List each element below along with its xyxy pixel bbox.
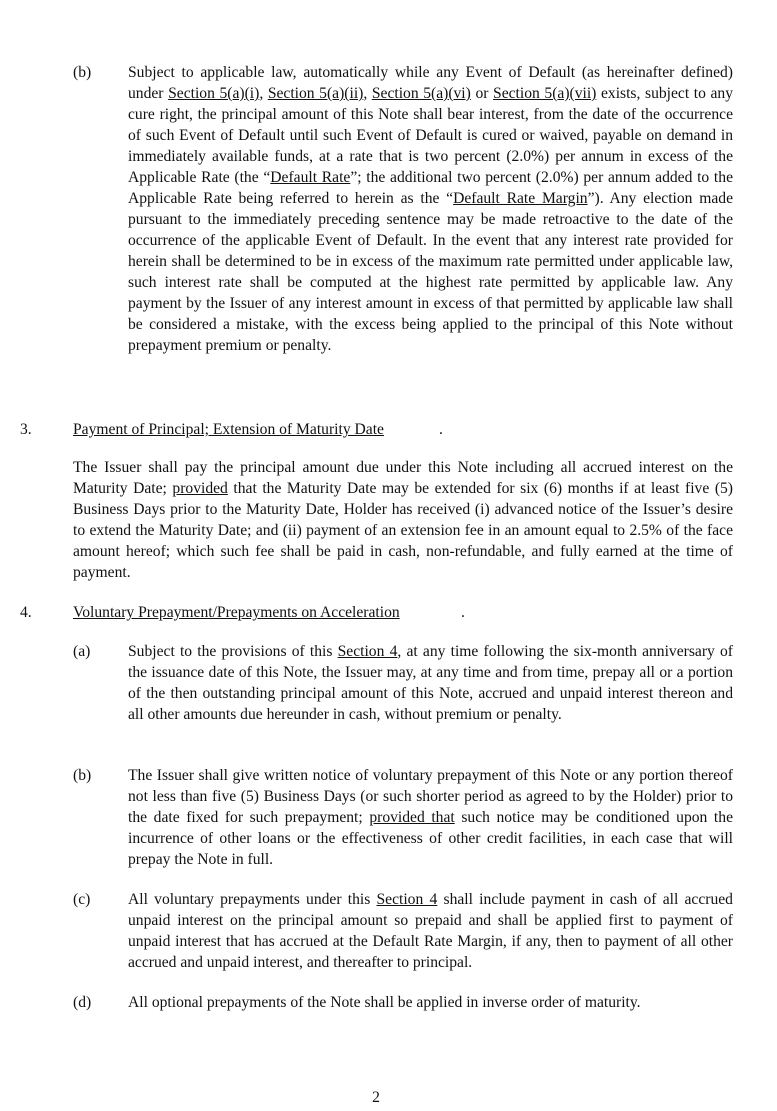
page-number: 2: [372, 1089, 380, 1106]
section-reference: Section 5(a)(ii): [267, 85, 364, 102]
subsection-text: Subject to applicable law, automatically while any Event of Default (as hereinafter defined) under Section 5(a)(i), Section 5(a)(ii), Section 5(a)(vi) or Section 5(a)(vii) exists, subject to any cure right, the principal amount of this Note shall bear interest, from the date of the occurrence of such Event of Default until such Event of Default is cured or waived, payable on demand in immediately available funds, at a rate that is two percent (2.0%) per annum in excess of the Applicable Rate (the “Default Rate”; the additional two percent (2.0%) per annum added to the Applicable Rate being referred to herein as the “Default Rate Margin”). Any election made pursuant to the immediately preceding sentence may be made retroactive to the date of the occurrence of the applicable Event of Default. In the event that any interest rate provided for herein shall be determined to be in excess of the maximum rate permitted under applicable law, such interest rate shall be computed at the highest rate permitted by applicable law. Any payment by the Issuer of any interest amount in excess of that permitted by applicable law shall be considered a mistake, with the excess being applied to the principal of this Note without prepayment premium or penalty.: [128, 64, 734, 354]
subsection-text: All voluntary prepayments under this Section 4 shall include payment in cash of all accrued unpaid interest on the principal amount so prepaid and shall be applied first to payment of unpaid interest that has accrued at the Default Rate Margin, if any, then to payment of all other accrued and unpaid interest, and thereafter to principal.: [128, 891, 733, 971]
defined-term: Default Rate: [270, 169, 351, 186]
defined-term: provided: [172, 480, 228, 497]
section-3-body: The Issuer shall pay the principal amount due under this Note including all accrued interest on the Maturity Date; provided that the Maturity Date may be extended for six (6) months if at least five (5) Business Days prior to the Maturity Date, Holder has received (i) advanced notice of the Issuer’s desire to extend the Maturity Date; and (ii) payment of an extension fee in an amount equal to 2.5% of the face amount hereof; which such fee shall be paid in cash, non-refundable, and fully earned at the time of payment.: [73, 459, 733, 581]
subsection-label: (b): [73, 767, 92, 784]
section-heading: Payment of Principal; Extension of Maturity Date: [73, 421, 384, 438]
subsection-text: Subject to the provisions of this Section 4, at any time following the six-month anniversary of the issuance date of this Note, the Issuer may, at any time and from time, prepay all or a portion of the then outstanding principal amount of this Note, accrued and unpaid interest thereon and all other amounts due hereunder in cash, without premium or penalty.: [128, 643, 733, 723]
subsection-text: The Issuer shall give written notice of voluntary prepayment of this Note or any portion thereof not less than five (5) Business Days (or such shorter period as agreed to by the Holder) prior to the date fixed for such prepayment; provided that such notice may be conditioned upon the incurrence of other loans or the effectiveness of other credit facilities, in each case that will prepay the Note in full.: [128, 767, 733, 868]
section-heading: Voluntary Prepayment/Prepayments on Acceleration: [73, 604, 400, 621]
subsection-label: (d): [73, 994, 92, 1011]
subsection-label: (a): [73, 643, 91, 660]
subsection-text: All optional prepayments of the Note shall be applied in inverse order of maturity.: [128, 994, 641, 1011]
section-number: 4.: [20, 604, 32, 621]
section-number: 3.: [20, 421, 32, 438]
subsection-label: (c): [73, 891, 91, 908]
section-reference: Section 5(a)(i): [168, 85, 260, 102]
subsection-label: (b): [73, 64, 92, 81]
section-reference: Section 5(a)(vii): [493, 85, 597, 102]
heading-period: .: [439, 421, 443, 438]
heading-period: .: [461, 604, 465, 621]
defined-term: Default Rate Margin: [453, 190, 588, 207]
defined-term: provided that: [369, 809, 455, 826]
section-reference: Section 5(a)(vi): [371, 85, 471, 102]
section-reference: Section 4: [376, 891, 438, 908]
section-reference: Section 4: [337, 643, 398, 660]
